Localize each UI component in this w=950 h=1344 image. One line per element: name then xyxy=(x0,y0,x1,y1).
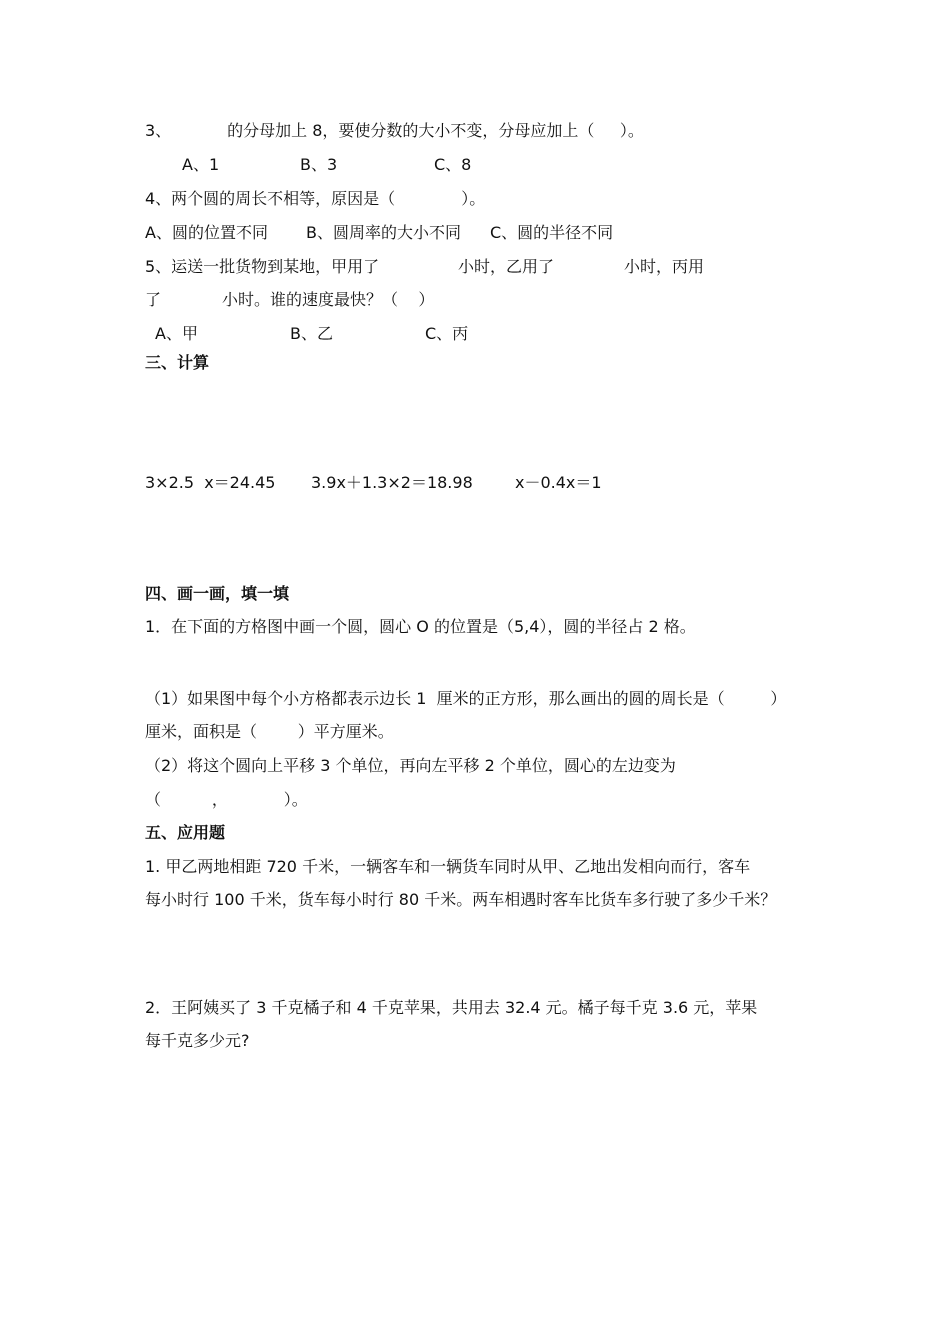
q3-option-b: B、3 xyxy=(300,155,338,174)
section4-sub2-line2: （ ， ）。 xyxy=(145,790,308,809)
q5-option-b: B、乙 xyxy=(290,324,333,343)
q5-stem-part4: 了 xyxy=(145,290,162,309)
section4-item1: 1．在下面的方格图中画一个圆，圆心 O 的位置是（5,4），圆的半径占 2 格。 xyxy=(145,617,696,636)
q3-option-c: C、8 xyxy=(434,155,472,174)
q4-option-a: A、圆的位置不同 xyxy=(145,223,268,242)
problem2-line1: 2．王阿姨买了 3 千克橘子和 4 千克苹果，共用去 32.4 元。橘子每千克 3.6 元，苹果 xyxy=(145,998,758,1017)
q5-option-a: A、甲 xyxy=(155,324,198,343)
equation-2: 3.9x＋1.3×2＝18.98 xyxy=(311,473,473,492)
q5-stem-part2: 小时，乙用了 xyxy=(458,257,555,276)
section4-title: 四、画一画，填一填 xyxy=(145,584,290,603)
equation-3: x－0.4x＝1 xyxy=(515,473,602,492)
equation-1: 3×2.5 x＝24.45 xyxy=(145,473,276,492)
problem1-line1: 1. 甲乙两地相距 720 千米，一辆客车和一辆货车同时从甲、乙地出发相向而行，客车 xyxy=(145,857,751,876)
section4-sub2-line1: （2）将这个圆向上平移 3 个单位，再向左平移 2 个单位，圆心的左边变为 xyxy=(145,756,676,775)
problem1-line2: 每小时行 100 千米，货车每小时行 80 千米。两车相遇时客车比货车多行驶了多少千米？ xyxy=(145,890,777,909)
q5-stem-part1: 5、运送一批货物到某地，甲用了 xyxy=(145,257,380,276)
section5-title: 五、应用题 xyxy=(145,823,226,842)
q5-stem-part3: 小时，丙用 xyxy=(624,257,705,276)
q4-stem: 4、两个圆的周长不相等，原因是（ ）。 xyxy=(145,189,486,208)
q4-option-b: B、圆周率的大小不同 xyxy=(306,223,461,242)
q5-option-c: C、丙 xyxy=(425,324,469,343)
q4-option-c: C、圆的半径不同 xyxy=(490,223,614,242)
section4-sub1-line1: （1）如果图中每个小方格都表示边长 1 厘米的正方形，那么画出的圆的周长是（ ） xyxy=(145,689,787,708)
section3-title: 三、计算 xyxy=(145,353,210,372)
q5-stem-part5: 小时。谁的速度最快？（ ） xyxy=(222,290,435,309)
problem2-line2: 每千克多少元? xyxy=(145,1031,250,1050)
q3-stem: 3、 的分母加上 8，要使分数的大小不变，分母应加上（ ）。 xyxy=(145,121,644,140)
q3-option-a: A、1 xyxy=(182,155,220,174)
section4-sub1-line2: 厘米，面积是（ ）平方厘米。 xyxy=(145,722,394,741)
